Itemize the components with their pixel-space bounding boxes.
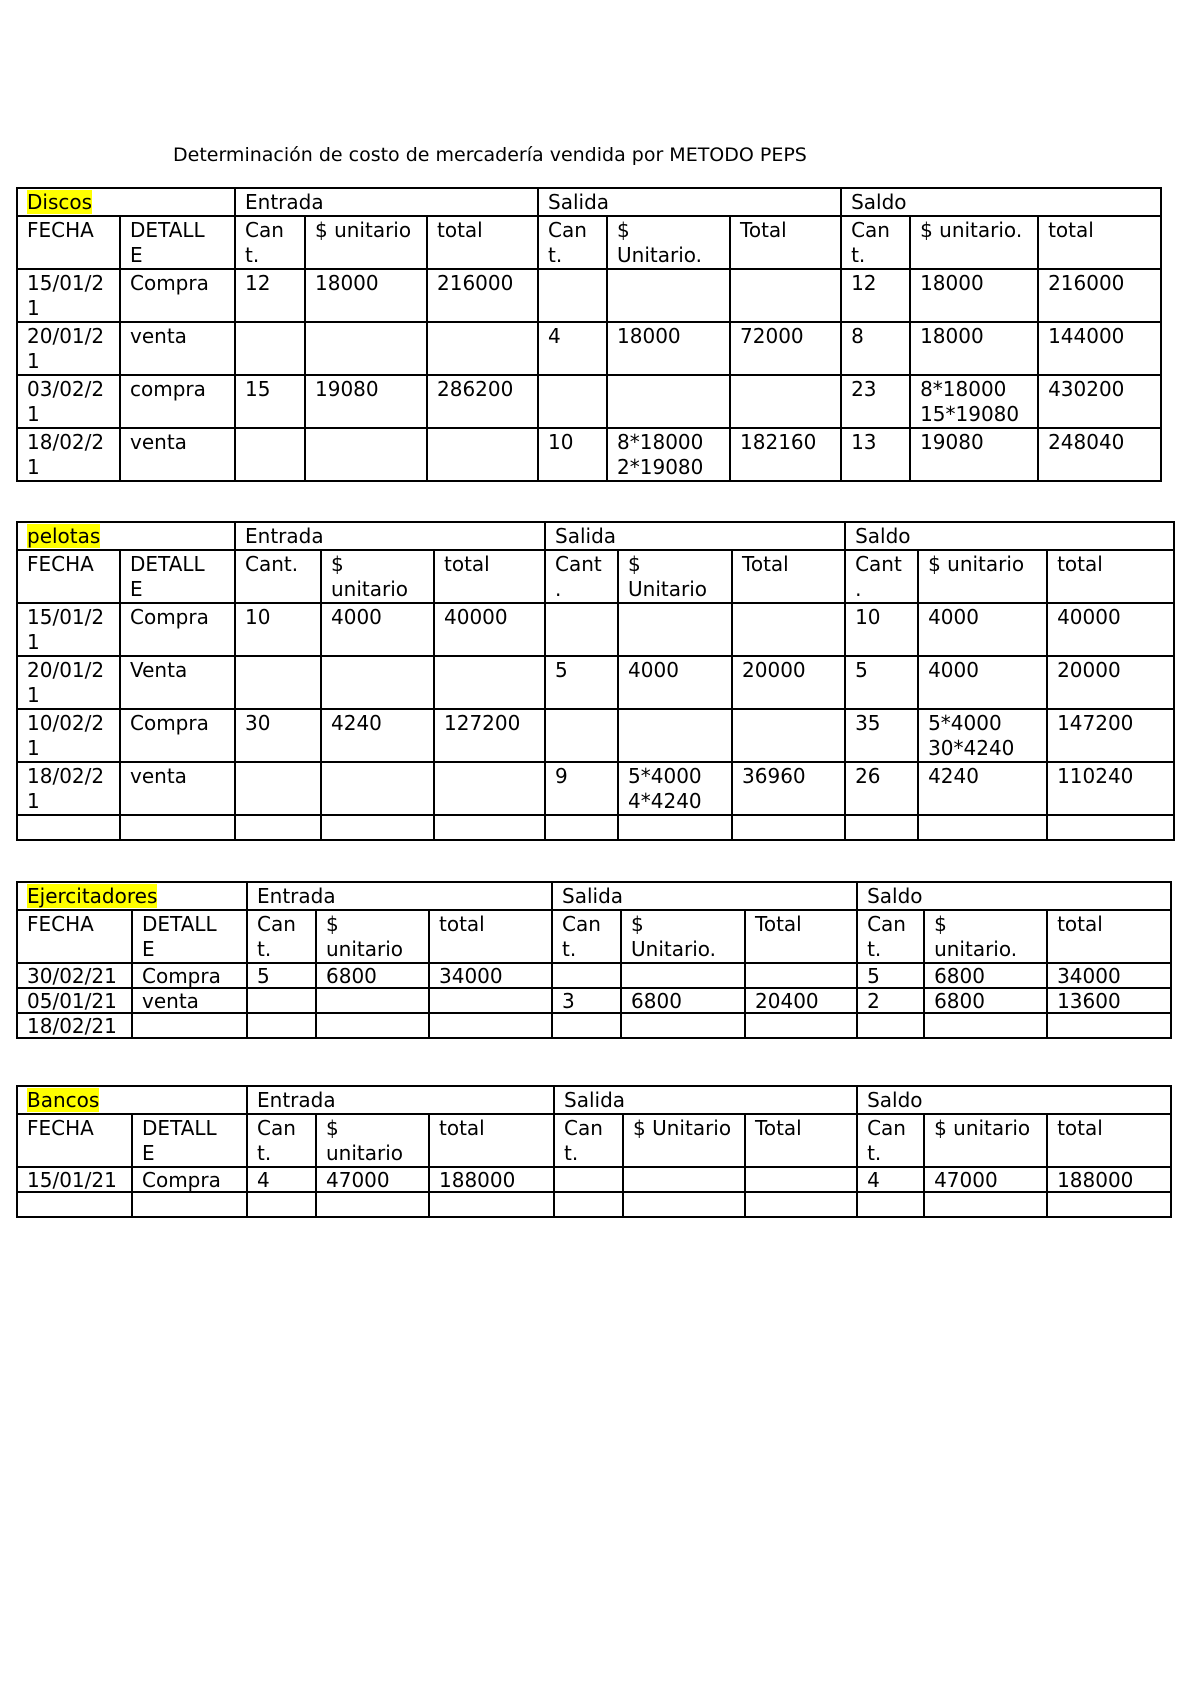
table-cell: [1047, 815, 1174, 840]
group-header: Salida: [538, 188, 841, 216]
table-cell: [316, 988, 429, 1013]
column-header: total: [1047, 550, 1174, 603]
table-cell: Compra: [132, 963, 247, 988]
column-header: Can t.: [247, 1114, 316, 1167]
table-row: [17, 375, 1161, 428]
table-row: [17, 1167, 1171, 1192]
table-cell: [321, 815, 434, 840]
table-cell: [857, 1013, 924, 1038]
table-cell: [623, 1192, 745, 1217]
table-cell: [321, 656, 434, 709]
column-header: FECHA: [17, 550, 120, 603]
table-cell: 30/02/21: [17, 963, 132, 988]
column-header: $ Unitario.: [607, 216, 730, 269]
table-name: pelotas: [27, 524, 101, 548]
table-cell: 12: [841, 269, 910, 322]
table-cell: 9: [545, 762, 618, 815]
table-cell: 30: [235, 709, 321, 762]
table-cell: [17, 1192, 132, 1217]
table-cell: [618, 709, 732, 762]
table-cell: [1047, 1192, 1171, 1217]
table-cell: venta: [120, 428, 235, 481]
table-cell: 8*18000 15*19080: [910, 375, 1038, 428]
table-cell: [434, 656, 545, 709]
group-header: Saldo: [845, 522, 1174, 550]
table-cell: 147200: [1047, 709, 1174, 762]
table-cell: 5: [545, 656, 618, 709]
table-cell: 8*18000 2*19080: [607, 428, 730, 481]
table-cell: [618, 603, 732, 656]
column-header: total: [429, 910, 552, 963]
group-header: Salida: [545, 522, 845, 550]
column-header: Can t.: [552, 910, 621, 963]
table-cell: [429, 1192, 554, 1217]
table-cell: 13600: [1047, 988, 1171, 1013]
table-cell: [434, 762, 545, 815]
group-header: Saldo: [857, 1086, 1171, 1114]
table-cell: [918, 815, 1047, 840]
table-cell: [545, 709, 618, 762]
column-header: $ Unitario.: [621, 910, 745, 963]
table-cell: 15/01/21: [17, 1167, 132, 1192]
table-row: [17, 1013, 1171, 1038]
table-row: [17, 428, 1161, 481]
table-cell: 430200: [1038, 375, 1161, 428]
group-header-row: [17, 188, 1161, 216]
table-cell: 72000: [730, 322, 841, 375]
column-header: Cant.: [235, 550, 321, 603]
table-cell: [321, 762, 434, 815]
table-cell: 12: [235, 269, 305, 322]
column-header: total: [1047, 1114, 1171, 1167]
table-cell: 4: [857, 1167, 924, 1192]
table-cell: [427, 322, 538, 375]
column-header: $ unitario: [924, 1114, 1047, 1167]
table-cell: 10: [538, 428, 607, 481]
table-name: Bancos: [27, 1088, 100, 1112]
group-header: Salida: [554, 1086, 857, 1114]
table-name: Discos: [27, 190, 93, 214]
table-cell: 20400: [745, 988, 857, 1013]
column-header: Cant .: [845, 550, 918, 603]
table-cell: venta: [120, 322, 235, 375]
table-cell: 182160: [730, 428, 841, 481]
table-cell: [247, 988, 316, 1013]
table-cell: 6800: [924, 988, 1047, 1013]
table-cell: 6800: [621, 988, 745, 1013]
table-cell: [545, 815, 618, 840]
table-cell: [552, 963, 621, 988]
column-header: Can t.: [857, 1114, 924, 1167]
column-header: total: [1047, 910, 1171, 963]
bancos-table: [16, 1085, 1172, 1218]
table-row: [17, 988, 1171, 1013]
table-cell: venta: [132, 988, 247, 1013]
group-header: Entrada: [247, 1086, 554, 1114]
table-cell: [554, 1167, 623, 1192]
table-cell: 286200: [427, 375, 538, 428]
column-header: Cant .: [545, 550, 618, 603]
column-header: DETALL E: [120, 550, 235, 603]
pelotas-table: [16, 521, 1175, 841]
table-cell: Venta: [120, 656, 235, 709]
table-cell: [545, 603, 618, 656]
empty-row: [17, 1192, 1171, 1217]
table-cell: 4240: [321, 709, 434, 762]
table-cell: 40000: [434, 603, 545, 656]
table-cell: 15/01/2 1: [17, 603, 120, 656]
table-cell: Compra: [132, 1167, 247, 1192]
table-cell: 3: [552, 988, 621, 1013]
table-cell: [845, 815, 918, 840]
table-cell: 4000: [618, 656, 732, 709]
table-cell: 8: [841, 322, 910, 375]
table-row: [17, 709, 1174, 762]
table-cell: [730, 375, 841, 428]
table-cell: 5: [247, 963, 316, 988]
table-cell: 4000: [918, 656, 1047, 709]
table-cell: [132, 1192, 247, 1217]
table-cell: 18/02/2 1: [17, 762, 120, 815]
column-header: Can t.: [235, 216, 305, 269]
table-cell: 4: [538, 322, 607, 375]
table-cell: [247, 1013, 316, 1038]
table-cell: 10/02/2 1: [17, 709, 120, 762]
group-header: Salida: [552, 882, 857, 910]
table-cell: 4000: [918, 603, 1047, 656]
table-cell: [120, 815, 235, 840]
table-cell: [305, 322, 427, 375]
column-header: DETALL E: [132, 910, 247, 963]
column-header: total: [434, 550, 545, 603]
column-header: Total: [730, 216, 841, 269]
column-header: total: [429, 1114, 554, 1167]
group-header: Saldo: [841, 188, 1161, 216]
table-cell: [538, 269, 607, 322]
table-cell: 127200: [434, 709, 545, 762]
table-cell: 05/01/21: [17, 988, 132, 1013]
table-cell: [235, 762, 321, 815]
table-cell: [305, 428, 427, 481]
group-header-row: [17, 522, 1174, 550]
column-header: $ Unitario: [618, 550, 732, 603]
table-cell: [1047, 1013, 1171, 1038]
table-cell: 18000: [910, 322, 1038, 375]
table-cell: [623, 1167, 745, 1192]
column-header: $ unitario: [305, 216, 427, 269]
table-cell: [745, 963, 857, 988]
table-cell: [434, 815, 545, 840]
table-cell: 188000: [1047, 1167, 1171, 1192]
group-header: Entrada: [235, 188, 538, 216]
table-cell: 4000: [321, 603, 434, 656]
table-row: [17, 656, 1174, 709]
table-cell: 20000: [1047, 656, 1174, 709]
table-row: [17, 963, 1171, 988]
column-header: Total: [745, 910, 857, 963]
table-cell: 15: [235, 375, 305, 428]
table-cell: [607, 375, 730, 428]
table-cell: 19080: [305, 375, 427, 428]
column-header: $ unitario.: [924, 910, 1047, 963]
table-cell: [17, 815, 120, 840]
table-cell: 35: [845, 709, 918, 762]
table-cell: 10: [845, 603, 918, 656]
table-cell: [538, 375, 607, 428]
ejercitadores-table: [16, 881, 1172, 1039]
table-cell: [745, 1167, 857, 1192]
table-cell: 34000: [1047, 963, 1171, 988]
table-cell: Compra: [120, 269, 235, 322]
table-name-cell: [17, 188, 235, 216]
table-cell: 5*4000 30*4240: [918, 709, 1047, 762]
column-header-row: [17, 216, 1161, 269]
column-header: FECHA: [17, 1114, 132, 1167]
table-cell: [316, 1013, 429, 1038]
column-header: FECHA: [17, 216, 120, 269]
table-cell: 03/02/2 1: [17, 375, 120, 428]
table-cell: [235, 656, 321, 709]
column-header: $ unitario: [316, 910, 429, 963]
table-cell: venta: [120, 762, 235, 815]
table-row: [17, 762, 1174, 815]
table-cell: 216000: [1038, 269, 1161, 322]
column-header: total: [427, 216, 538, 269]
column-header: $ unitario.: [910, 216, 1038, 269]
column-header: Can t.: [247, 910, 316, 963]
table-cell: 5*4000 4*4240: [618, 762, 732, 815]
table-cell: [621, 963, 745, 988]
table-cell: 188000: [429, 1167, 554, 1192]
table-cell: [924, 1192, 1047, 1217]
table-cell: 248040: [1038, 428, 1161, 481]
table-cell: 4: [247, 1167, 316, 1192]
table-cell: [857, 1192, 924, 1217]
table-row: [17, 603, 1174, 656]
table-cell: Compra: [120, 709, 235, 762]
table-cell: [247, 1192, 316, 1217]
column-header: $ unitario: [316, 1114, 429, 1167]
table-cell: 36960: [732, 762, 845, 815]
table-cell: [554, 1192, 623, 1217]
table-cell: [552, 1013, 621, 1038]
table-cell: 18/02/2 1: [17, 428, 120, 481]
table-cell: 18000: [910, 269, 1038, 322]
group-header: Entrada: [247, 882, 552, 910]
table-name-cell: [17, 1086, 247, 1114]
table-cell: 20/01/2 1: [17, 656, 120, 709]
table-cell: 18000: [305, 269, 427, 322]
column-header: FECHA: [17, 910, 132, 963]
table-cell: [235, 322, 305, 375]
column-header: Can t.: [841, 216, 910, 269]
table-cell: 6800: [924, 963, 1047, 988]
column-header: $ unitario: [918, 550, 1047, 603]
table-cell: Compra: [120, 603, 235, 656]
table-cell: [732, 815, 845, 840]
table-cell: 19080: [910, 428, 1038, 481]
table-cell: 5: [845, 656, 918, 709]
table-name: Ejercitadores: [27, 884, 158, 908]
column-header: total: [1038, 216, 1161, 269]
column-header: DETALL E: [132, 1114, 247, 1167]
table-cell: 2: [857, 988, 924, 1013]
table-cell: 15/01/2 1: [17, 269, 120, 322]
table-cell: [427, 428, 538, 481]
table-row: [17, 322, 1161, 375]
column-header-row: [17, 1114, 1171, 1167]
table-cell: 4240: [918, 762, 1047, 815]
table-cell: [732, 603, 845, 656]
group-header-row: [17, 882, 1171, 910]
table-cell: 20000: [732, 656, 845, 709]
table-cell: [924, 1013, 1047, 1038]
column-header: Total: [745, 1114, 857, 1167]
table-cell: [618, 815, 732, 840]
table-cell: [235, 815, 321, 840]
table-cell: 18000: [607, 322, 730, 375]
table-cell: 26: [845, 762, 918, 815]
table-cell: [745, 1013, 857, 1038]
table-cell: 144000: [1038, 322, 1161, 375]
table-row: [17, 269, 1161, 322]
table-cell: 13: [841, 428, 910, 481]
table-cell: [132, 1013, 247, 1038]
column-header-row: [17, 550, 1174, 603]
column-header: $ unitario: [321, 550, 434, 603]
table-name-cell: [17, 882, 247, 910]
group-header-row: [17, 1086, 1171, 1114]
group-header: Entrada: [235, 522, 545, 550]
table-name-cell: [17, 522, 235, 550]
table-cell: [732, 709, 845, 762]
discos-table: [16, 187, 1162, 482]
column-header: Can t.: [857, 910, 924, 963]
table-cell: 216000: [427, 269, 538, 322]
table-cell: [621, 1013, 745, 1038]
table-cell: 18/02/21: [17, 1013, 132, 1038]
table-cell: 23: [841, 375, 910, 428]
table-cell: 47000: [924, 1167, 1047, 1192]
table-cell: 10: [235, 603, 321, 656]
column-header: Can t.: [538, 216, 607, 269]
table-cell: [607, 269, 730, 322]
page-title: Determinación de costo de mercadería vendida por METODO PEPS: [173, 144, 807, 166]
table-cell: [235, 428, 305, 481]
table-cell: 40000: [1047, 603, 1174, 656]
table-cell: [429, 988, 552, 1013]
column-header-row: [17, 910, 1171, 963]
group-header: Saldo: [857, 882, 1171, 910]
column-header: Can t.: [554, 1114, 623, 1167]
table-cell: 34000: [429, 963, 552, 988]
table-cell: 20/01/2 1: [17, 322, 120, 375]
table-cell: 5: [857, 963, 924, 988]
column-header: $ Unitario: [623, 1114, 745, 1167]
table-cell: 6800: [316, 963, 429, 988]
column-header: DETALL E: [120, 216, 235, 269]
table-cell: [429, 1013, 552, 1038]
column-header: Total: [732, 550, 845, 603]
table-cell: [745, 1192, 857, 1217]
table-cell: [730, 269, 841, 322]
table-cell: compra: [120, 375, 235, 428]
table-cell: 47000: [316, 1167, 429, 1192]
empty-row: [17, 815, 1174, 840]
table-cell: [316, 1192, 429, 1217]
table-cell: 110240: [1047, 762, 1174, 815]
